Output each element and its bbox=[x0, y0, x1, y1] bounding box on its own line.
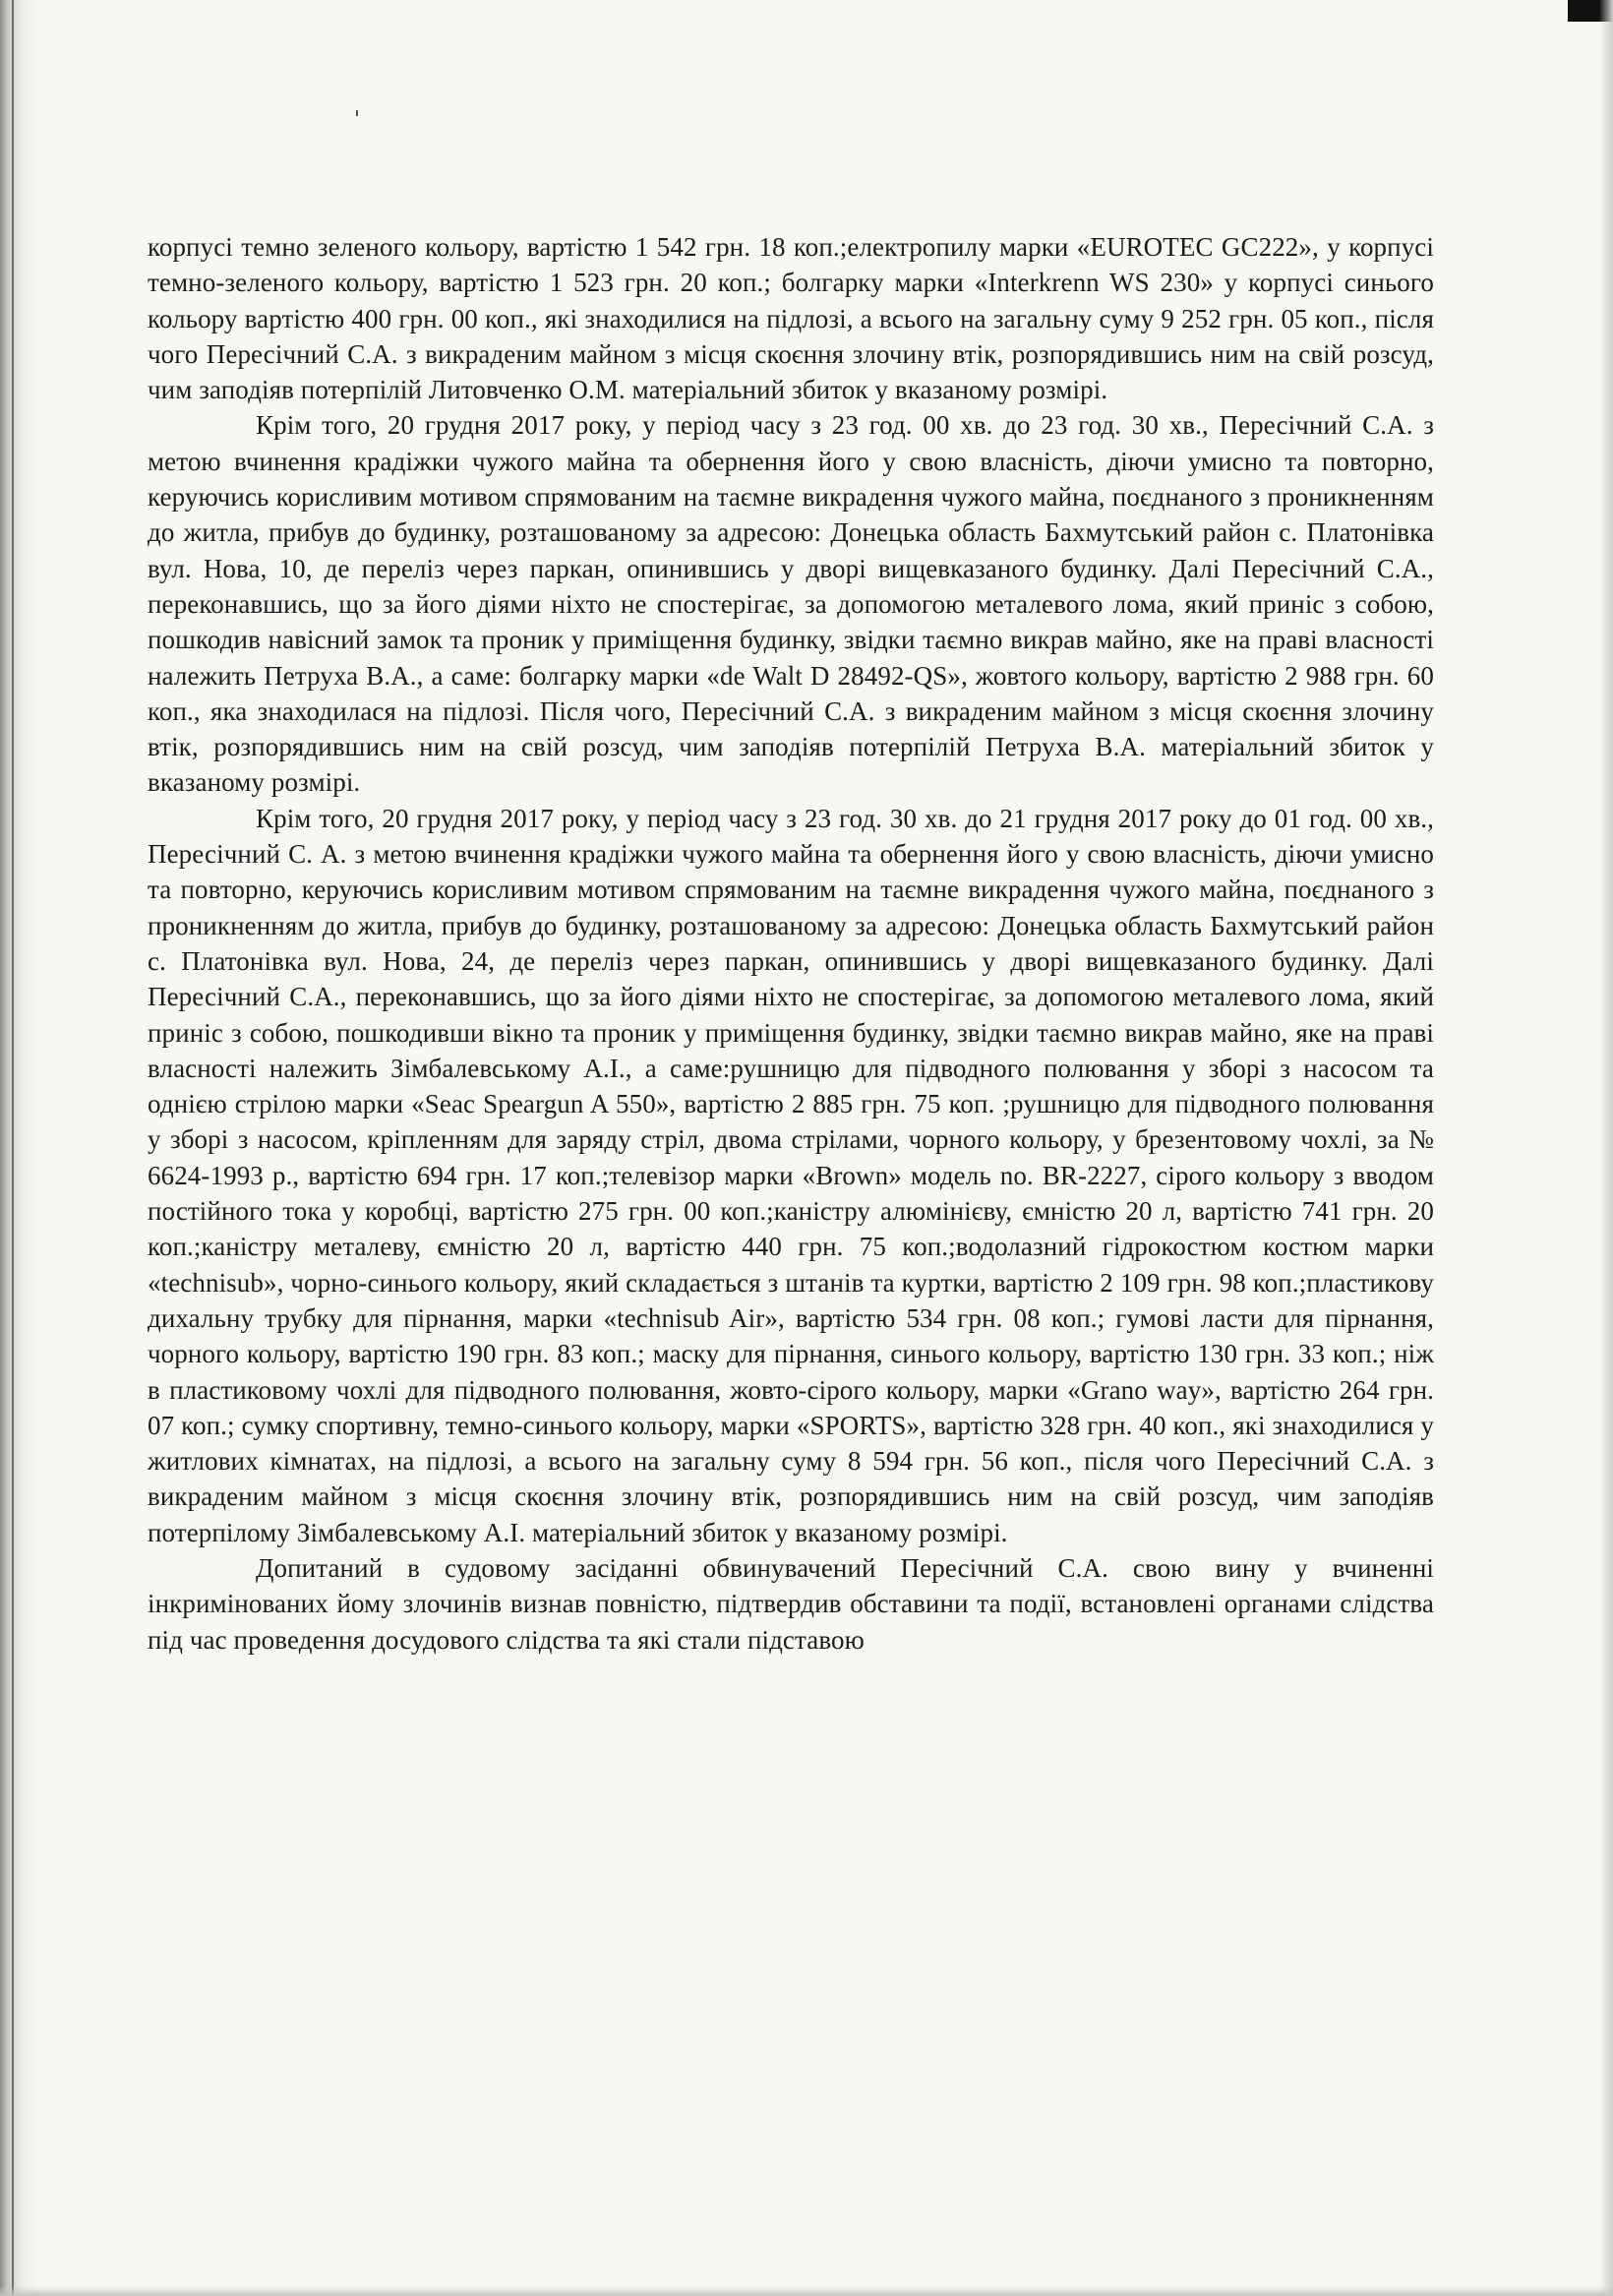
paragraph-testimony: Допитаний в судовому засіданні обвинувачений Пересічний С.А. свою вину у вчиненні інкримінованих йому злочинів визнав повністю, підтвердив обставини та події, встановлені органами слідства під час проведення досудового слідства та які стали підставою bbox=[148, 1552, 1434, 1655]
page-right-shadow bbox=[1599, 0, 1613, 2296]
paragraph-continuation: корпусі темно зеленого кольору, вартістю 1 542 грн. 18 коп.;електропилу марки «EUROTEC GC222», у корпусі темно-зеленого кольору, вартістю 1 523 грн. 20 коп.; болгарку марки «Interkrenn WS 230» у корпусі синього кольору вартістю 400 грн. 00 коп., які знаходилися на підлозі, а всього на загальну суму 9 252 грн. 05 коп., після чого Пересічний С.А. з викраденим майном з місця скоєння злочину втік, розпорядившись ним на свій розсуд, чим заподіяв потерпілій Литовченко О.М. матеріальний збиток у вказаному розмірі. bbox=[148, 232, 1434, 405]
page-edge-line bbox=[12, 0, 14, 2296]
document-body bbox=[148, 229, 1434, 1658]
paragraph-third-episode: Крім того, 20 грудня 2017 року, у період часу з 23 год. 30 хв. до 21 грудня 2017 року до 01 год. 00 хв., Пересічний С. А. з метою вчинення крадіжки чужого майна та обернення його у свою власність, діючи умисно та повторно, керуючись корисливим мотивом спрямованим на таємне викрадення чужого майна, поєднаного з проникненням до житла, прибув до будинку, розташованому за адресою: Донецька область Бахмутський район с. Платонівка вул. Нова, 24, де переліз через паркан, опинившись у дворі вищевказаного будинку. Далі Пересічний С.А., переконавшись, що за його діями ніхто не спостерігає, за допомогою металевого лома, який приніс з собою, пошкодивши вікно та проник у приміщення будинку, звідки таємно викрав майно, яке на праві власності належить Зімбалевському А.І., а саме:рушницю для підводного полювання у зборі з насосом та однією стрілою марки «Seac Speargun A 550», вартістю 2 885 грн. 75 коп. ;рушницю для підводного полювання у зборі з насосом, кріпленням для заряду стріл, двома стрілами, чорного кольору, у брезентовому чохлі, за № 6624-1993 р., вартістю 694 грн. 17 коп.;телевізор марки «Brown» модель no. BR-2227, сірого кольору з вводом постійного тока у коробці, вартістю 275 грн. 00 коп.;каністру алюмінієву, ємністю 20 л, вартістю 741 грн. 20 коп.;каністру металеву, ємністю 20 л, вартістю 440 грн. 75 коп.;водолазний гідрокостюм костюм марки «technisub», чорно-синього кольору, який складається з штанів та куртки, вартістю 2 109 грн. 98 коп.;пластикову дихальну трубку для пірнання, марки «technisub Air», вартістю 534 грн. 08 коп.; гумові ласти для пірнання, чорного кольору, вартістю 190 грн. 83 коп.; маску для пірнання, синього кольору, вартістю 130 грн. 33 коп.; ніж в пластиковому чохлі для підводного полювання, жовто-сірого кольору, марки «Grano way», вартістю 264 грн. 07 коп.; сумку спортивну, темно-синього кольору, марки «SPORTS», вартістю 328 грн. 40 коп., які знаходилися у житлових кімнатах, на підлозі, а всього на загальну суму 8 594 грн. 56 коп., після чого Пересічний С.А. з викраденим майном з місця скоєння злочину втік, розпорядившись ним на свій розсуд, чим заподіяв потерпілому Зімбалевському А.І. матеріальний збиток у вказаному розмірі. bbox=[148, 803, 1434, 1547]
paragraph-second-episode: Крім того, 20 грудня 2017 року, у період часу з 23 год. 00 хв. до 23 год. 30 хв., Пересічний С.А. з метою вчинення крадіжки чужого майна та обернення його у свою власність, діючи умисно та повторно, керуючись корисливим мотивом спрямованим на таємне викрадення чужого майна, поєднаного з проникненням до житла, прибув до будинку, розташованому за адресою: Донецька область Бахмутський район с. Платонівка вул. Нова, 10, де переліз через паркан, опинившись у дворі вищевказаного будинку. Далі Пересічний С.А., переконавшись, що за його діями ніхто не спостерігає, за допомогою металевого лома, який приніс з собою, пошкодив навісний замок та проник у приміщення будинку, звідки таємно викрав майно, яке на праві власності належить Петруха В.А., а саме: болгарку марки «de Walt D 28492-QS», жовтого кольору, вартістю 2 988 грн. 60 коп., яка знаходилася на підлозі. Після чого, Пересічний С.А. з викраденим майном з місця скоєння злочину втік, розпорядившись ним на свій розсуд, чим заподіяв потерпілій Петруха В.А. матеріальний збиток у вказаному розмірі. bbox=[148, 410, 1434, 798]
page-bottom-shadow bbox=[0, 2286, 1613, 2296]
scan-speck bbox=[356, 110, 358, 116]
page-left-edge bbox=[0, 0, 39, 2296]
